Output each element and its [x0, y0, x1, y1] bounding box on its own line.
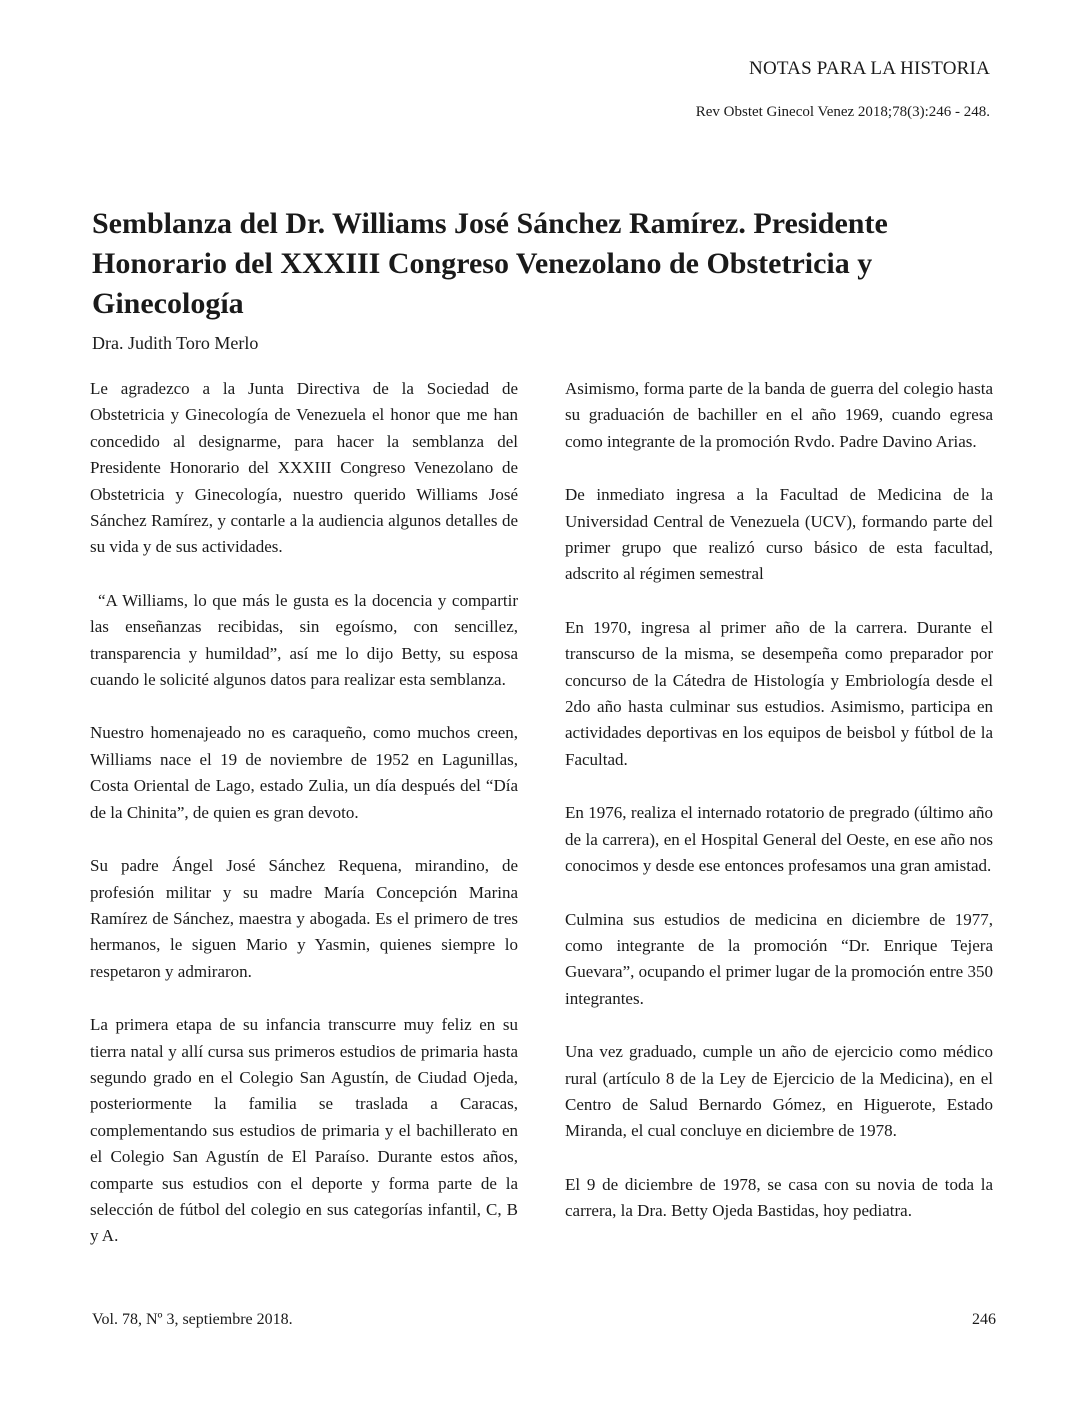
- body-paragraph: En 1970, ingresa al primer año de la carrera. Durante el transcurso de la misma, se desempeña como preparador por concurso de la Cátedra de Histología y Embriología desde el 2do año hasta culminar sus estudios. Asimismo, participa en actividades deportivas en los equipos de beisbol y fútbol de la Facultad.: [565, 617, 993, 769]
- body-paragraph: Su padre Ángel José Sánchez Requena, mirandino, de profesión militar y su madre María Concepción Marina Ramírez de Sánchez, maestra y abogada. Es el primero de tres hermanos, le siguen Mario y Yasmin, quienes siempre lo respetaron y admiraron.: [90, 856, 518, 981]
- body-paragraph: En 1976, realiza el internado rotatorio de pregrado (último año de la carrera), en el Hospital General del Oeste, en ese año nos conocimos y desde ese entonces profesamos una gran amistad.: [565, 803, 993, 876]
- body-paragraph: La primera etapa de su infancia transcurre muy feliz en su tierra natal y allí cursa sus primeros estudios de primaria hasta segundo grado en el Colegio San Agustín, de Ciudad Ojeda, posteriormente la familia se traslada a Caracas, complementando sus estudios de primaria y el bachillerato en el Colegio San Agustín de El Paraíso. Durante estos años, comparte sus estudios con el deporte y forma parte de la selección de fútbol del colegio en sus categorías infantil, C, B y A.: [90, 1015, 518, 1246]
- footer-volume: Vol. 78, Nº 3, septiembre 2018.: [92, 1311, 293, 1328]
- body-paragraph: Nuestro homenajeado no es caraqueño, como muchos creen, Williams nace el 19 de noviembre de 1952 en Lagunillas, Costa Oriental de Lago, estado Zulia, un día después del “Día de la Chinita”, de quien es gran devoto.: [90, 723, 518, 822]
- body-paragraph: Asimismo, forma parte de la banda de guerra del colegio hasta su graduación de bachiller en el año 1969, cuando egresa como integrante de la promoción Rvdo. Padre Davino Arias.: [565, 379, 993, 451]
- body-paragraph: “A Williams, lo que más le gusta es la docencia y compartir las enseñanzas recibidas, sin egoísmo, con sencillez, transparencia y humildad”, así me lo dijo Betty, su esposa cuando le solicité algunos datos para realizar esta semblanza.: [90, 590, 518, 690]
- body-paragraph: Una vez graduado, cumple un año de ejercicio como médico rural (artículo 8 de la Ley de Ejercicio de la Medicina), en el Centro de Salud Bernardo Gómez, en Higuerote, Estado Miranda, el cual concluye en diciembre de 1978.: [565, 1042, 993, 1141]
- article-title: Semblanza del Dr. Williams José Sánchez Ramírez. Presidente Honorario del XXXIII Congreso Venezolano de Obstetricia y Ginecología: [92, 207, 888, 320]
- right-column: [565, 376, 993, 1252]
- body-paragraph: Le agradezco a la Junta Directiva de la Sociedad de Obstetricia y Ginecología de Venezuela el honor que me han concedido al designarme, para hacer la semblanza del Presidente Honorario del XXXIII Congreso Venezolano de Obstetricia y Ginecología, nuestro querido Williams José Sánchez Ramírez, y contarle a la audiencia algunos detalles de su vida y de sus actividades.: [90, 379, 518, 557]
- body-paragraph: De inmediato ingresa a la Facultad de Medicina de la Universidad Central de Venezuela (UCV), formando parte del primer grupo que realizó curso básico de esta facultad, adscrito al régimen semestral: [565, 485, 993, 584]
- article-author: Dra. Judith Toro Merlo: [92, 333, 259, 353]
- body-paragraph: El 9 de diciembre de 1978, se casa con su novia de toda la carrera, la Dra. Betty Ojeda Bastidas, hoy pediatra.: [565, 1174, 993, 1221]
- left-column: [90, 376, 518, 1277]
- body-paragraph: Culmina sus estudios de medicina en diciembre de 1977, como integrante de la promoción “Dr. Enrique Tejera Guevara”, ocupando el primer lugar de la promoción entre 350 integrantes.: [565, 909, 993, 1008]
- page-number: 246: [972, 1311, 996, 1328]
- journal-citation: Rev Obstet Ginecol Venez 2018;78(3):246 - 248.: [695, 104, 990, 120]
- section-label: NOTAS PARA LA HISTORIA: [749, 58, 990, 79]
